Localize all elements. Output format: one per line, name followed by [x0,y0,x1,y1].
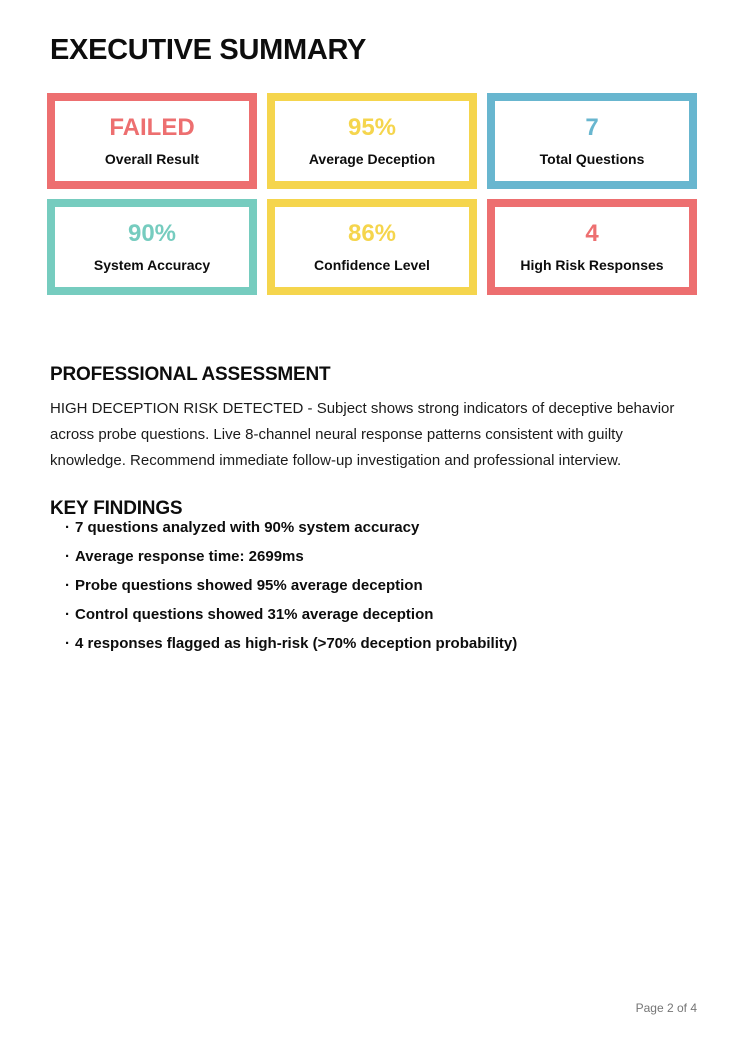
key-finding-item: · 7 questions analyzed with 90% system accuracy [50,519,690,537]
stat-card-label: Overall Result [104,151,200,167]
key-finding-item: · Probe questions showed 95% average deception [50,577,690,595]
stat-card-high-risk-responses [487,199,697,295]
page-number: Page 2 of 4 [635,1001,697,1015]
professional-assessment-text: HIGH DECEPTION RISK DETECTED - Subject shows strong indicators of deceptive behavior across probe questions. Live 8-channel neural response patterns consistent with guilty knowledge. Recommend immediate follow-up investigation and professional interview. [50,400,675,469]
page-title: EXECUTIVE SUMMARY [50,34,367,67]
stat-card-overall-result [47,93,257,189]
summary-cards-grid [47,93,697,295]
stat-card-label: Confidence Level [314,257,430,273]
key-findings-heading: KEY FINDINGS [50,497,183,519]
professional-assessment-heading: PROFESSIONAL ASSESSMENT [50,363,331,385]
key-finding-item: · Control questions showed 31% average deception [50,606,690,624]
stat-card-label: Average Deception [308,151,436,167]
stat-card-system-accuracy [47,199,257,295]
key-finding-item: · 4 responses flagged as high-risk (>70% deception probability) [50,635,690,653]
stat-card-value: 4 [585,220,599,247]
stat-card-value: 86% [347,220,397,247]
stat-card-label: System Accuracy [93,257,211,273]
stat-card-total-questions [487,93,697,189]
stat-card-value: FAILED [109,114,195,141]
stat-card-value: 90% [127,220,177,247]
stat-card-value: 7 [585,114,599,141]
stat-card-value: 95% [347,114,397,141]
key-finding-item: · Average response time: 2699ms [50,548,690,566]
stat-card-average-deception [267,93,477,189]
stat-card-label: High Risk Responses [520,257,664,273]
stat-card-confidence-level [267,199,477,295]
stat-card-label: Total Questions [539,151,645,167]
key-findings-list [50,519,690,664]
